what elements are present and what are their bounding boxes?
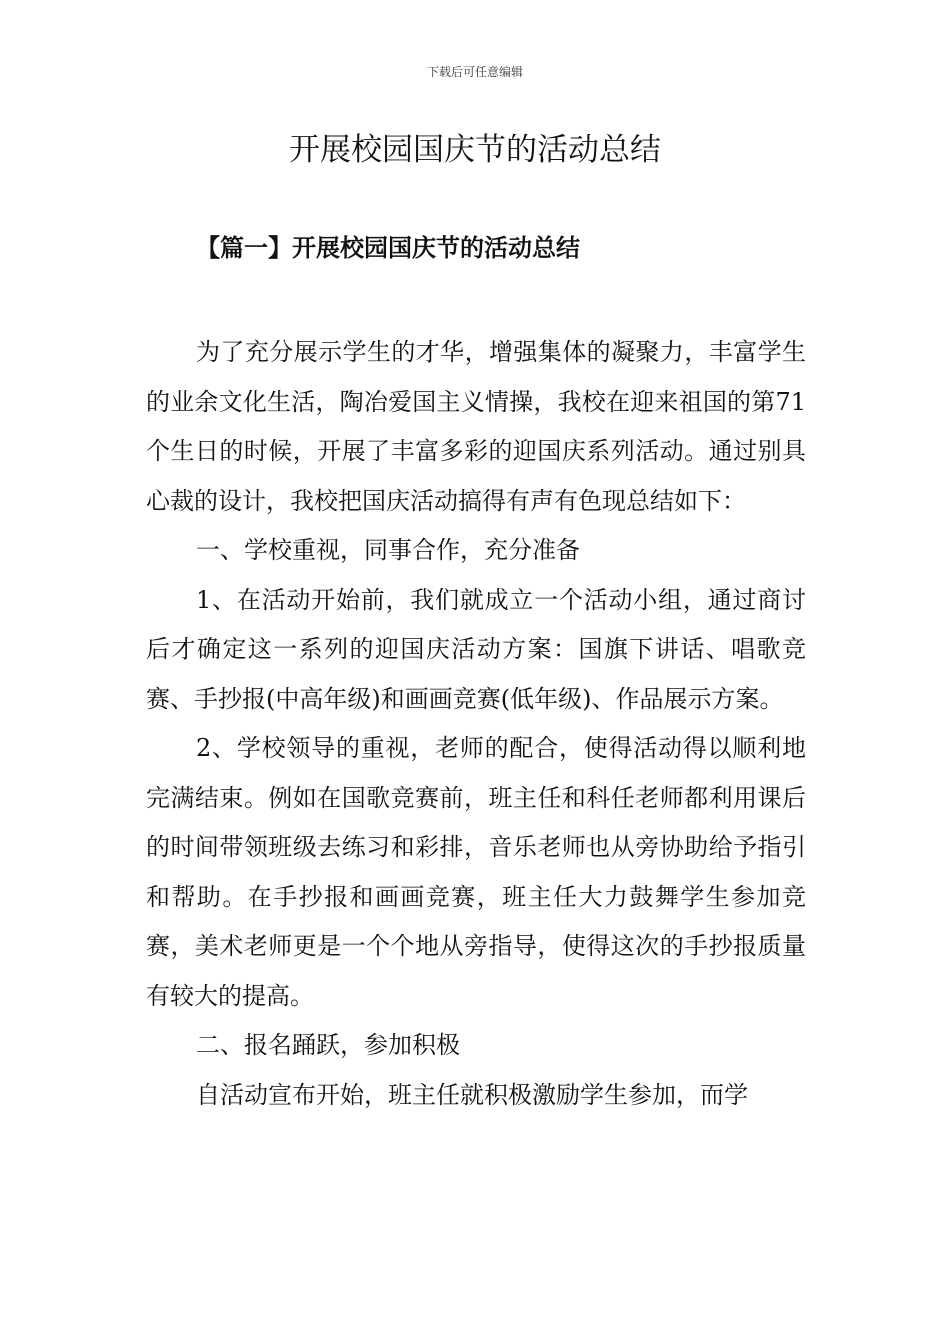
section-heading: 【篇一】开展校园国庆节的活动总结 (196, 233, 580, 262)
body-text (146, 328, 806, 1120)
subheading-two: 二、报名踊跃，参加积极 (196, 1031, 460, 1059)
paragraph-intro: 为了充分展示学生的才华，增强集体的凝聚力，丰富学生的业余文化生活，陶冶爱国主义情操，我校在迎来祖国的第71个生日的时候，开展了丰富多彩的迎国庆系列活动。通过别具心裁的设计，我校把国庆活动搞得有声有色现总结如下： (146, 338, 806, 515)
document-title: 开展校园国庆节的活动总结 (289, 132, 661, 168)
subheading-one: 一、学校重视，同事合作，充分准备 (196, 536, 580, 564)
paragraph-item-2: 2、学校领导的重视，老师的配合，使得活动得以顺利地完满结束。例如在国歌竞赛前，班主任和科任老师都利用课后的时间带领班级去练习和彩排，音乐老师也从旁协助给予指引和帮助。在手抄报和画画竞赛，班主任大力鼓舞学生参加竞赛，美术老师更是一个个地从旁指导，使得这次的手抄报质量有较大的提高。 (146, 734, 806, 1010)
paragraph-registration: 自活动宣布开始，班主任就积极激励学生参加，而学 (196, 1080, 748, 1109)
header-note: 下载后可任意编辑 (426, 65, 523, 79)
paragraph-item-1: 1、在活动开始前，我们就成立一个活动小组，通过商讨后才确定这一系列的迎国庆活动方案：国旗下讲话、唱歌竞赛、手抄报(中高年级)和画画竞赛(低年级)、作品展示方案。 (146, 585, 806, 713)
